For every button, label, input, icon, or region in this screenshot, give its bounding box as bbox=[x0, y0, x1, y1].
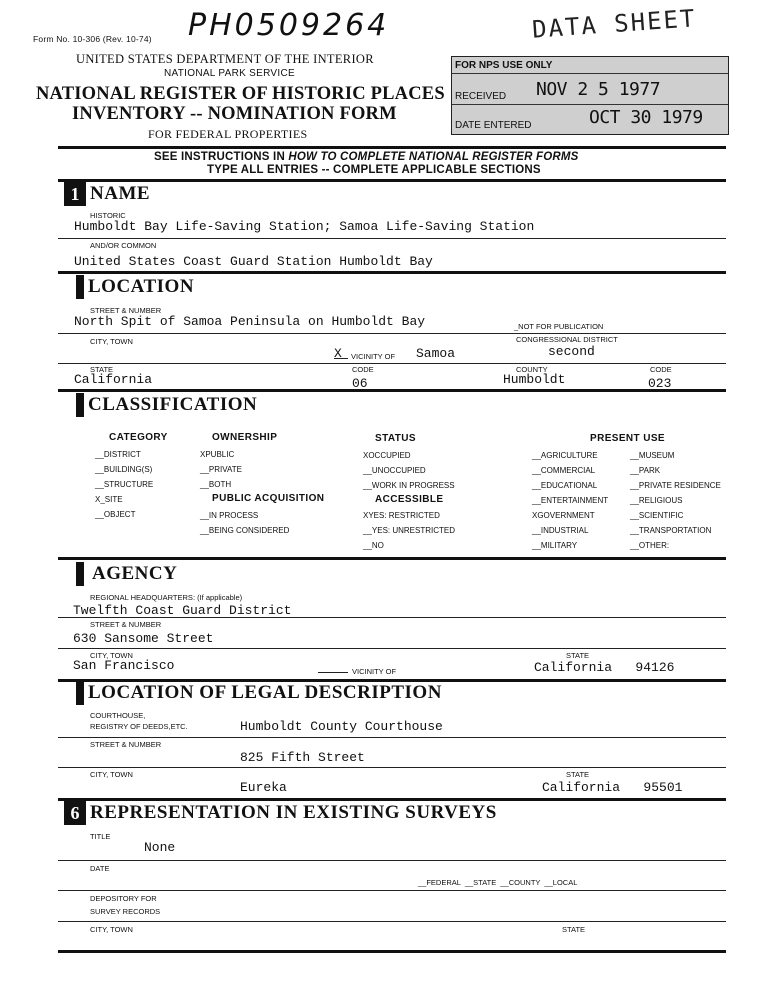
section-number bbox=[76, 562, 84, 586]
county-code-value: 023 bbox=[648, 376, 672, 391]
nps-use-only-box bbox=[451, 56, 729, 135]
state-code-label: CODE bbox=[352, 365, 374, 374]
depository-label-1: DEPOSITORY FOR bbox=[90, 894, 157, 903]
agency-hq-label: REGIONAL HEADQUARTERS: (If applicable) bbox=[90, 593, 243, 602]
common-name-label: AND/OR COMMON bbox=[90, 241, 157, 250]
present-use-option: XGOVERNMENT bbox=[532, 511, 595, 520]
section-location-header bbox=[76, 275, 194, 299]
survey-title-label: TITLE bbox=[90, 832, 111, 841]
agency-city-label: CITY, TOWN bbox=[90, 651, 133, 660]
legal-city-label: CITY, TOWN bbox=[90, 770, 133, 779]
legal-state-label: STATE bbox=[566, 770, 590, 779]
present-use-option: __COMMERCIAL bbox=[532, 466, 596, 475]
county-label: COUNTY bbox=[516, 365, 548, 374]
form-title: NATIONAL REGISTER OF HISTORIC PLACES bbox=[36, 84, 445, 104]
received-label: RECEIVED bbox=[455, 91, 507, 102]
present-use-option: __EDUCATIONAL bbox=[532, 481, 598, 490]
present-use-option: __MUSEUM bbox=[630, 451, 675, 460]
historic-label: HISTORIC bbox=[90, 211, 126, 220]
section-surveys-header bbox=[64, 801, 497, 825]
survey-levels: __FEDERAL __STATE __COUNTY __LOCAL bbox=[418, 878, 578, 887]
form-subtitle: INVENTORY -- NOMINATION FORM bbox=[72, 104, 397, 124]
location-city-label: CITY, TOWN bbox=[90, 337, 133, 346]
category-option: X_SITE bbox=[95, 495, 123, 504]
date-entered-label: DATE ENTERED bbox=[455, 120, 532, 131]
section-number bbox=[76, 393, 84, 417]
vicinity-label: VICINITY OF bbox=[351, 352, 396, 361]
legal-city-value: Eureka bbox=[240, 780, 287, 795]
acquisition-option: __IN PROCESS bbox=[200, 511, 259, 520]
congress-district-label: CONGRESSIONAL DISTRICT bbox=[516, 335, 618, 344]
section-number bbox=[76, 681, 84, 705]
location-state-value: California bbox=[74, 372, 153, 387]
agency-line-2: NATIONAL PARK SERVICE bbox=[164, 68, 295, 79]
category-heading: CATEGORY bbox=[109, 432, 168, 443]
accessible-option: XYES: RESTRICTED bbox=[363, 511, 440, 520]
courthouse-label-2: REGISTRY OF DEEDS,ETC. bbox=[90, 722, 188, 731]
section-number bbox=[76, 275, 84, 299]
ownership-option: __BOTH bbox=[200, 480, 232, 489]
present-use-option: __RELIGIOUS bbox=[630, 496, 683, 505]
location-street-value: North Spit of Samoa Peninsula on Humboldt Bay bbox=[74, 314, 426, 329]
section-title: CLASSIFICATION bbox=[88, 394, 258, 415]
present-use-option: __SCIENTIFIC bbox=[630, 511, 684, 520]
ownership-option: __PRIVATE bbox=[200, 465, 242, 474]
category-option: __DISTRICT bbox=[95, 450, 141, 459]
vicinity-value: Samoa bbox=[416, 346, 456, 361]
agency-street-value: 630 Sansome Street bbox=[73, 631, 214, 646]
state-code-value: 06 bbox=[352, 376, 368, 391]
survey-state-label: STATE bbox=[562, 925, 586, 934]
date-entered-value: OCT 30 1979 bbox=[589, 107, 703, 128]
vicinity-mark: X bbox=[334, 346, 342, 361]
present-use-option: __INDUSTRIAL bbox=[532, 526, 589, 535]
agency-state-label: STATE bbox=[566, 651, 590, 660]
legal-street-value: 825 Fifth Street bbox=[240, 750, 365, 765]
section-legal-header bbox=[76, 681, 442, 705]
survey-title-value: None bbox=[144, 840, 176, 855]
legal-street-label: STREET & NUMBER bbox=[90, 740, 162, 749]
received-date: NOV 2 5 1977 bbox=[536, 79, 661, 100]
common-name-value: United States Coast Guard Station Humboldt Bay bbox=[74, 254, 433, 269]
section-number: 6 bbox=[64, 801, 86, 825]
present-use-option: __PRIVATE RESIDENCE bbox=[630, 481, 721, 490]
historic-name-value: Humboldt Bay Life-Saving Station; Samoa Life-Saving Station bbox=[74, 219, 535, 234]
section-name-header bbox=[64, 182, 150, 206]
section-title: LOCATION OF LEGAL DESCRIPTION bbox=[88, 682, 442, 703]
section-title: AGENCY bbox=[92, 563, 178, 584]
county-code-label: CODE bbox=[650, 365, 672, 374]
acquisition-heading: PUBLIC ACQUISITION bbox=[212, 493, 325, 504]
present-use-heading: PRESENT USE bbox=[590, 433, 665, 444]
agency-city-value: San Francisco bbox=[73, 658, 175, 673]
agency-street-label: STREET & NUMBER bbox=[90, 620, 162, 629]
category-option: __OBJECT bbox=[95, 510, 136, 519]
instructions-line-1: SEE INSTRUCTIONS IN HOW TO COMPLETE NATIONAL REGISTER FORMS bbox=[154, 151, 579, 163]
acquisition-option: __BEING CONSIDERED bbox=[200, 526, 290, 535]
section-title: REPRESENTATION IN EXISTING SURVEYS bbox=[90, 802, 497, 823]
congress-district-value: second bbox=[548, 344, 595, 359]
courthouse-value: Humboldt County Courthouse bbox=[240, 719, 443, 734]
data-sheet-stamp: DATA SHEET bbox=[531, 4, 698, 44]
ownership-option: XPUBLIC bbox=[200, 450, 235, 459]
nps-box-label: FOR NPS USE ONLY bbox=[455, 60, 553, 71]
ownership-heading: OWNERSHIP bbox=[212, 432, 278, 443]
status-heading: STATUS bbox=[375, 433, 416, 444]
agency-line-1: UNITED STATES DEPARTMENT OF THE INTERIOR bbox=[76, 52, 374, 66]
section-title: NAME bbox=[90, 183, 151, 204]
category-option: __BUILDING(S) bbox=[95, 465, 153, 474]
not-for-publication: _NOT FOR PUBLICATION bbox=[514, 322, 604, 331]
courthouse-label-1: COURTHOUSE, bbox=[90, 711, 146, 720]
handwritten-reference-id: PH0509264 bbox=[188, 8, 390, 43]
present-use-option: __OTHER: bbox=[630, 541, 670, 550]
section-title: LOCATION bbox=[88, 276, 195, 297]
agency-vicinity-label: VICINITY OF bbox=[352, 667, 397, 676]
status-option: __UNOCCUPIED bbox=[363, 466, 426, 475]
form-number: Form No. 10-306 (Rev. 10-74) bbox=[33, 34, 152, 44]
section-classification-header bbox=[76, 393, 257, 417]
agency-state-value: California 94126 bbox=[534, 660, 675, 675]
survey-date-label: DATE bbox=[90, 864, 110, 873]
depository-label-2: SURVEY RECORDS bbox=[90, 907, 161, 916]
present-use-option: __PARK bbox=[630, 466, 661, 475]
present-use-option: __MILITARY bbox=[532, 541, 578, 550]
accessible-option: __NO bbox=[363, 541, 384, 550]
present-use-option: __ENTERTAINMENT bbox=[532, 496, 609, 505]
status-option: __WORK IN PROGRESS bbox=[363, 481, 455, 490]
accessible-option: __YES: UNRESTRICTED bbox=[363, 526, 456, 535]
instructions-line-2: TYPE ALL ENTRIES -- COMPLETE APPLICABLE SECTIONS bbox=[207, 164, 541, 176]
category-option: __STRUCTURE bbox=[95, 480, 154, 489]
location-state-label: STATE bbox=[90, 365, 114, 374]
section-number: 1 bbox=[64, 182, 86, 206]
legal-state-value: California 95501 bbox=[542, 780, 683, 795]
agency-hq-value: Twelfth Coast Guard District bbox=[73, 603, 292, 618]
location-street-label: STREET & NUMBER bbox=[90, 306, 162, 315]
county-value: Humboldt bbox=[503, 372, 566, 387]
status-option: XOCCUPIED bbox=[363, 451, 411, 460]
section-agency-header bbox=[76, 562, 177, 586]
present-use-option: __TRANSPORTATION bbox=[630, 526, 712, 535]
form-scope: FOR FEDERAL PROPERTIES bbox=[148, 127, 308, 141]
accessible-heading: ACCESSIBLE bbox=[375, 494, 444, 505]
survey-city-label: CITY, TOWN bbox=[90, 925, 133, 934]
present-use-option: __AGRICULTURE bbox=[532, 451, 598, 460]
